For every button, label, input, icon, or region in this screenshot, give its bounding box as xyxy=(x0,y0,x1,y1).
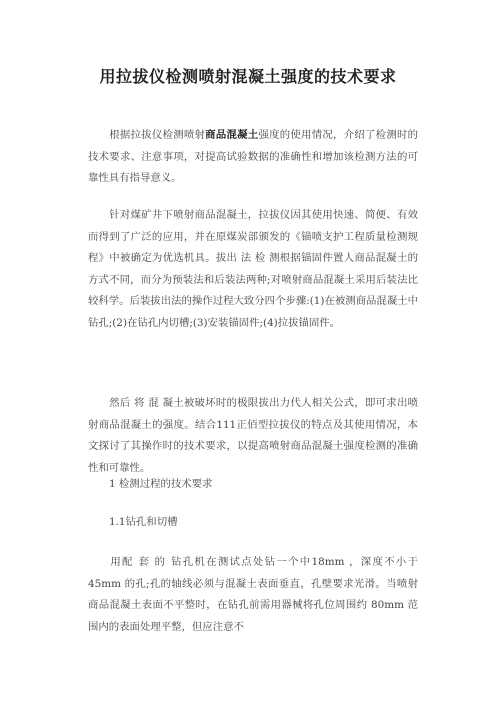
document-title: 用拉拔仪检测喷射混凝土强度的技术要求 xyxy=(99,67,397,86)
section-heading-1 xyxy=(88,474,212,496)
section-heading-1-1-text: 1.1钻孔和切槽 xyxy=(109,516,178,528)
section-heading-1-1 xyxy=(88,512,177,534)
paragraph-abstract-rest: 强度的使用情况，介绍了检测时的技术要求、注意事项，对提高试验数据的准确性和增加该检测方法的可靠性具有指导意义。 xyxy=(88,129,419,184)
paragraph-intro xyxy=(88,205,418,334)
paragraph-abstract xyxy=(88,125,418,190)
paragraph-intro-text: 针对煤矿井下喷射商品混凝土，拉拔仪因其使用快速、简便、有效而得到了广泛的应用，并在原煤炭部颁发的《锚喷支护工程质量检测规程》中被确定为优选机具。拔出 法 检 测根据锚固件置人商品混凝土的方式不同，而分为预装法和后装法两种;对喷射商品混凝土采用后装法比较科学。后装拔出法的操作过程大致分四个步骤:(1)在被测商品混凝土中钻孔;(2)在钻孔内切槽;(3)安装锚固件;(4)拉拔锚固件。 xyxy=(88,209,418,329)
paragraph-drilling-text: 用配 套 的 钻孔机在测试点处钻一个中18mm ，深度不小于 45mm 的孔;孔的轴线必须与混凝土表面垂直，孔壁要求光滑。当喷射商品混凝土表面不平整时，在钻孔前需用器械将孔位周围约 80mm 范围内的表面处理平整，但应注意不 xyxy=(88,556,418,633)
paragraph-drilling xyxy=(88,552,418,638)
paragraph-abstract-bold: 商品混凝土 xyxy=(205,129,259,141)
section-heading-1-text: 1 检测过程的技术要求 xyxy=(109,478,213,490)
paragraph-method-text: 然后 将 混 凝土被破坏时的极限拔出力代人相关公式，即可求出喷射商品混凝土的强度。结合111正佰型拉拔仪的特点及其使用情况，本文探讨了其操作时的技术要求，以提高喷射商品混凝土强度检测的准确性和可靠性。 xyxy=(88,397,418,474)
paragraph-abstract-lead: 根据拉拔仪检测喷射 xyxy=(109,129,206,141)
paragraph-method xyxy=(88,393,418,479)
